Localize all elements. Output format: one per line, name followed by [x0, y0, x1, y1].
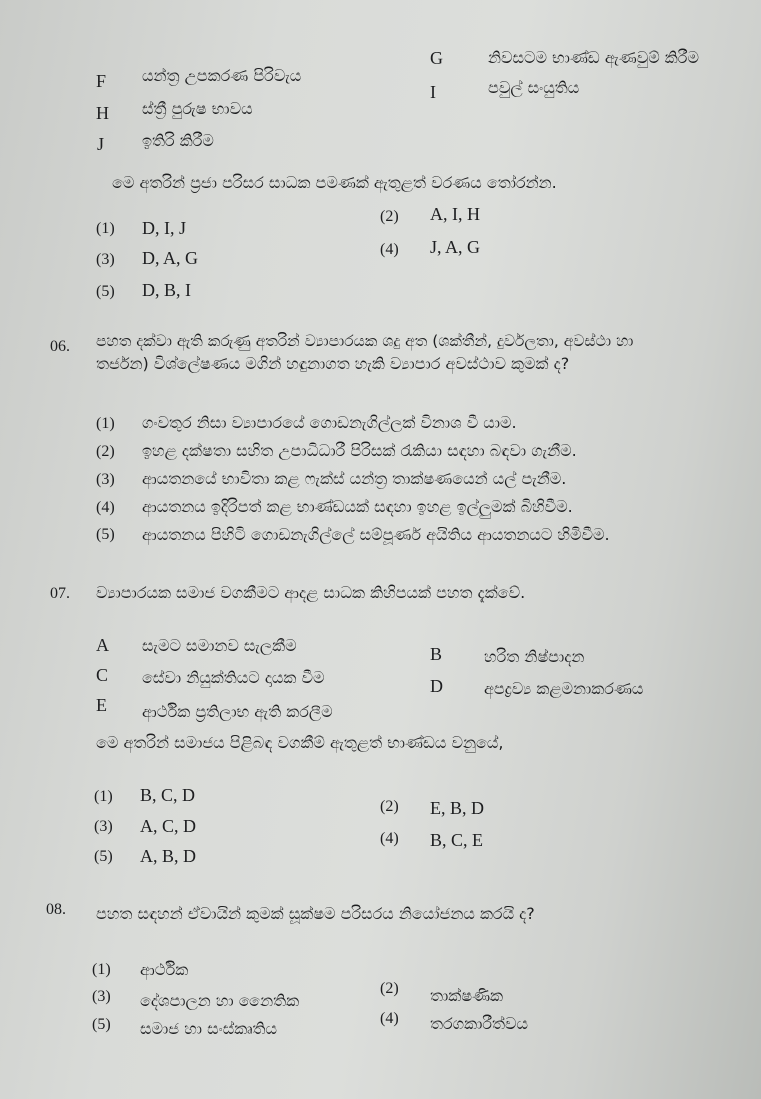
option-key-j: J [97, 134, 105, 154]
q08-choice-3-number: (3) [92, 988, 111, 1005]
option-key-h: H [96, 103, 109, 123]
q05-choice-4-number: (4) [380, 241, 399, 258]
q06-prompt-line1: පහත දක්වා ඇති කරුණු අතරින් ව්‍යාපාරයක ශදු අත (ශක්තීන්, දුර්වලතා, අවස්ථා හා [96, 332, 634, 350]
option-key-i: I [430, 82, 436, 102]
q06-choice-4-number: (4) [96, 499, 115, 516]
q08-number: 08. [46, 901, 66, 918]
q07-choice-3: A, C, D [140, 816, 197, 836]
q08-choice-1-number: (1) [92, 961, 111, 978]
q07-factor-d: අපද්‍රව්‍ය කළමනාකරණය [484, 679, 644, 698]
q08-prompt: පහත සඳහන් ඒවායින් කුමක් සූක්ෂම පරිසරය නියෝජනය කරයි ද? [96, 904, 535, 923]
q06-choice-1-number: (1) [96, 415, 115, 432]
q07-question: මෙ අතරින් සමාජය පිළිබඳ වගකීම් ඇතුළත් භාණ්ඩය වනුයේ, [96, 733, 504, 752]
q07-choice-4: B, C, E [430, 830, 484, 850]
q07-factor-c: සේවා නියුක්තියට දායක වීම [142, 668, 325, 687]
q06-choice-3: ආයතනයේ භාවිතා කළ ෆැක්ස් යන්ත්‍ර තාක්ෂණයෙන් යල් පැනීම. [142, 469, 567, 488]
q07-factor-c-key: C [96, 665, 109, 685]
option-text-f: යන්ත්‍ර උපකරණ පිරිවැය [142, 66, 302, 85]
q06-choice-2: ඉහළ දක්ෂතා සහිත උපාධිධාරී පිරිසක් රැකියා සඳහා බඳවා ගැනීම. [142, 441, 577, 460]
q08-choice-1: ආර්ථික [140, 960, 189, 979]
option-text-j: ඉතිරි කිරීම [142, 131, 214, 150]
q06-choice-1: ගංවතුර නිසා ව්‍යාපාරයේ ගොඩනැගිල්ලක් විනාශ වී යාම. [142, 413, 517, 432]
q07-factor-b: හරිත නිෂ්පාදන [484, 647, 585, 666]
option-key-f: F [96, 71, 107, 91]
q06-choice-4: ආයතනය ඉදිරිපත් කළ භාණ්ඩයක් සඳහා ඉහළ ඉල්ලුමක් බිහිවීම. [142, 497, 573, 516]
q07-prompt: ව්‍යාපාරයක සමාජ වගකීමට ආදළ සාධක කිහිපයක් පහත දැක්වේ. [96, 583, 526, 602]
q05-choice-1-number: (1) [96, 220, 115, 237]
q05-prompt: මෙ අතරින් ප්‍රජා පරිසර සාධක පමණක් ඇතුළත් වරණය තෝරන්න. [112, 173, 557, 192]
q07-choice-1-number: (1) [94, 788, 113, 805]
q07-choice-5: A, B, D [140, 846, 197, 866]
q08-choice-2: තාක්ෂණික [430, 986, 504, 1005]
q05-choice-5: D, B, I [142, 280, 191, 300]
q08-choice-2-number: (2) [380, 980, 399, 997]
q05-choice-4: J, A, G [430, 237, 481, 257]
q05-choice-3-number: (3) [96, 251, 115, 268]
q05-choice-5-number: (5) [96, 283, 115, 300]
q05-choice-2: A, I, H [430, 204, 480, 224]
q06-choice-3-number: (3) [96, 471, 115, 488]
q07-choice-2-number: (2) [380, 798, 399, 815]
q08-choice-4: තරගකාරීත්වය [430, 1014, 529, 1033]
q07-factor-b-key: B [430, 644, 443, 664]
q05-choice-3: D, A, G [142, 248, 199, 268]
q07-choice-4-number: (4) [380, 830, 399, 847]
q07-choice-5-number: (5) [94, 848, 113, 865]
q06-choice-5: ආයතනය පිහිටි ගොඩනැගිල්ලේ සම්පූර්ණ අයිතිය ආයතනයට හිමිවීම. [142, 525, 610, 544]
q07-factor-a-key: A [96, 635, 109, 655]
option-text-i: පවුල් සංයුතිය [488, 78, 580, 97]
q07-factor-d-key: D [430, 676, 443, 696]
q08-choice-5: සමාජ හා සංස්කෘතිය [140, 1019, 277, 1038]
q07-factor-e: ආර්ථික ප්‍රතිලාභ ඇති කරලීම [142, 702, 333, 721]
q08-choice-3: දේශපාලන හා නෛතික [140, 991, 300, 1010]
option-text-g: නිවසටම භාණ්ඩ ඇණවුම් කිරීම [488, 48, 699, 67]
q07-choice-1: B, C, D [140, 785, 196, 805]
q05-choice-1: D, I, J [142, 218, 186, 238]
option-text-h: ස්ත්‍රී පුරුෂ භාවය [142, 99, 253, 118]
q05-choice-2-number: (2) [380, 208, 399, 225]
q06-choice-5-number: (5) [96, 526, 115, 543]
q06-choice-2-number: (2) [96, 443, 115, 460]
q08-choice-4-number: (4) [380, 1010, 399, 1027]
q08-choice-5-number: (5) [92, 1016, 111, 1033]
option-key-g: G [430, 48, 443, 68]
q06-number: 06. [50, 338, 70, 355]
q07-choice-3-number: (3) [94, 818, 113, 835]
q07-choice-2: E, B, D [430, 798, 484, 818]
q06-prompt-line2: තර්ජන) විශ්ලේෂණය මගින් හඳුනාගත හැකි ව්‍යාපාර අවස්ථාව කුමක් ද? [96, 354, 570, 373]
q07-number: 07. [50, 585, 70, 602]
q07-factor-a: සැමට සමානව සැලකීම [142, 636, 297, 655]
q07-factor-e-key: E [96, 695, 107, 715]
